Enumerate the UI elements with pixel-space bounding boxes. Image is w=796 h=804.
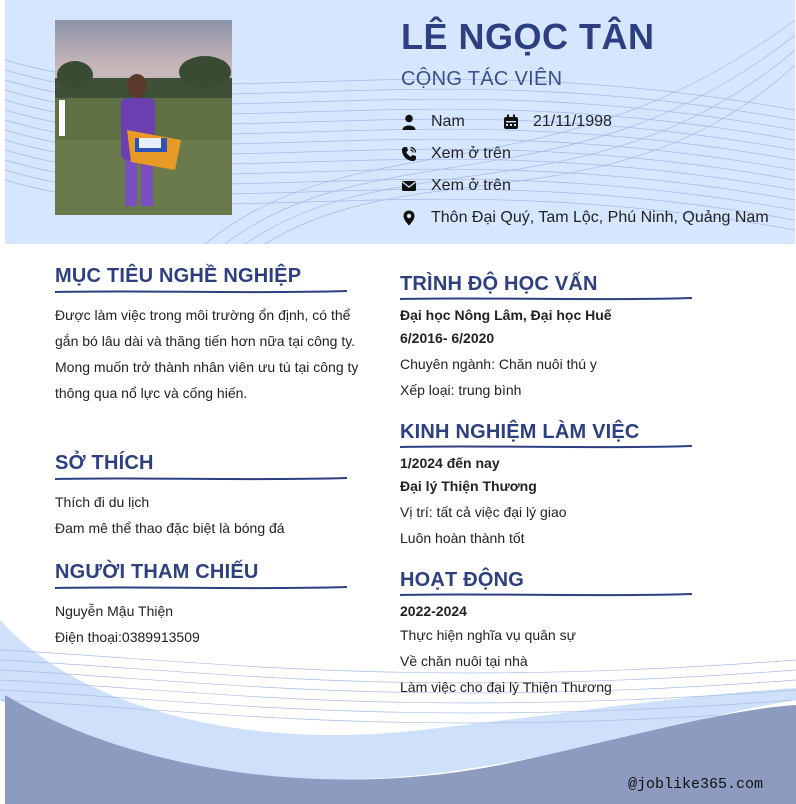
activity-item: Thực hiện nghĩa vụ quân sự: [400, 627, 576, 643]
education-school: Đại học Nông Lâm, Đại học Huế: [400, 307, 612, 323]
references-text: [55, 598, 365, 650]
education-major: Chuyên ngành: Chăn nuôi thú y: [400, 356, 597, 372]
education-title: TRÌNH ĐỘ HỌC VẤN: [400, 273, 598, 295]
profile-photo: [55, 20, 232, 215]
birthday-row: [503, 113, 612, 131]
hobbies-title: SỞ THÍCH: [55, 452, 154, 474]
objective-line: gắn bó lâu dài và thăng tiến hơn nữa tại công ty.: [55, 333, 356, 349]
candidate-role: CỘNG TÁC VIÊN: [401, 68, 563, 90]
education-period: 6/2016- 6/2020: [400, 330, 495, 346]
email-row: [401, 177, 511, 195]
hobbies-underline: [55, 476, 347, 482]
experience-note: Luôn hoàn thành tốt: [400, 530, 525, 546]
map-pin-icon: [401, 210, 417, 226]
education-grade: Xếp loại: trung bình: [400, 382, 522, 398]
hobby-item: Đam mê thể thao đặc biệt là bóng đá: [55, 520, 285, 536]
address-value: Thôn Đại Quý, Tam Lộc, Phú Ninh, Quảng Nam: [431, 209, 769, 226]
objective-line: thông qua nổ lực và cống hiến.: [55, 385, 248, 401]
phone-value: Xem ở trên: [431, 145, 511, 162]
education-underline: [400, 296, 692, 302]
experience-details: [400, 499, 760, 551]
references-title: NGƯỜI THAM CHIẾU: [55, 561, 259, 583]
gender-row: [401, 113, 465, 131]
calendar-icon: [503, 114, 519, 130]
footer-handle: @joblike365.com: [628, 776, 764, 793]
envelope-icon: [401, 178, 417, 194]
experience-company: Đại lý Thiện Thương: [400, 478, 537, 494]
email-value: Xem ở trên: [431, 177, 511, 194]
experience-period: 1/2024 đến nay: [400, 455, 500, 471]
activity-item: Về chăn nuôi tại nhà: [400, 653, 528, 669]
reference-phone: Điện thoại:0389913509: [55, 629, 200, 645]
birthday-value: 21/11/1998: [533, 113, 612, 130]
objective-line: Mong muốn trở thành nhân viên ưu tú tại công ty: [55, 359, 359, 375]
gender-value: Nam: [431, 113, 465, 130]
objective-title: MỤC TIÊU NGHỀ NGHIỆP: [55, 265, 302, 287]
phone-icon: [401, 146, 417, 162]
address-row: [401, 209, 769, 227]
activity-item: Làm việc cho đại lý Thiện Thương: [400, 679, 612, 695]
references-underline: [55, 585, 347, 591]
objective-text: [55, 302, 365, 406]
hobby-item: Thích đi du lịch: [55, 494, 150, 510]
candidate-name: LÊ NGỌC TÂN: [401, 16, 655, 57]
reference-name: Nguyễn Mậu Thiện: [55, 603, 174, 619]
activities-underline: [400, 592, 692, 598]
activities-details: [400, 622, 760, 700]
education-details: [400, 351, 760, 403]
activities-title: HOẠT ĐỘNG: [400, 569, 525, 591]
objective-underline: [55, 289, 347, 295]
user-icon: [401, 114, 417, 130]
experience-title: KINH NGHIỆM LÀM VIỆC: [400, 421, 640, 443]
phone-row: [401, 145, 511, 163]
activities-period: 2022-2024: [400, 603, 467, 619]
objective-line: Được làm việc trong môi trường ổn định, có thể: [55, 307, 351, 323]
cv-header: [5, 0, 795, 244]
experience-position: Vị trí: tất cả việc đại lý giao: [400, 504, 567, 520]
experience-underline: [400, 444, 692, 450]
hobbies-text: [55, 489, 365, 541]
